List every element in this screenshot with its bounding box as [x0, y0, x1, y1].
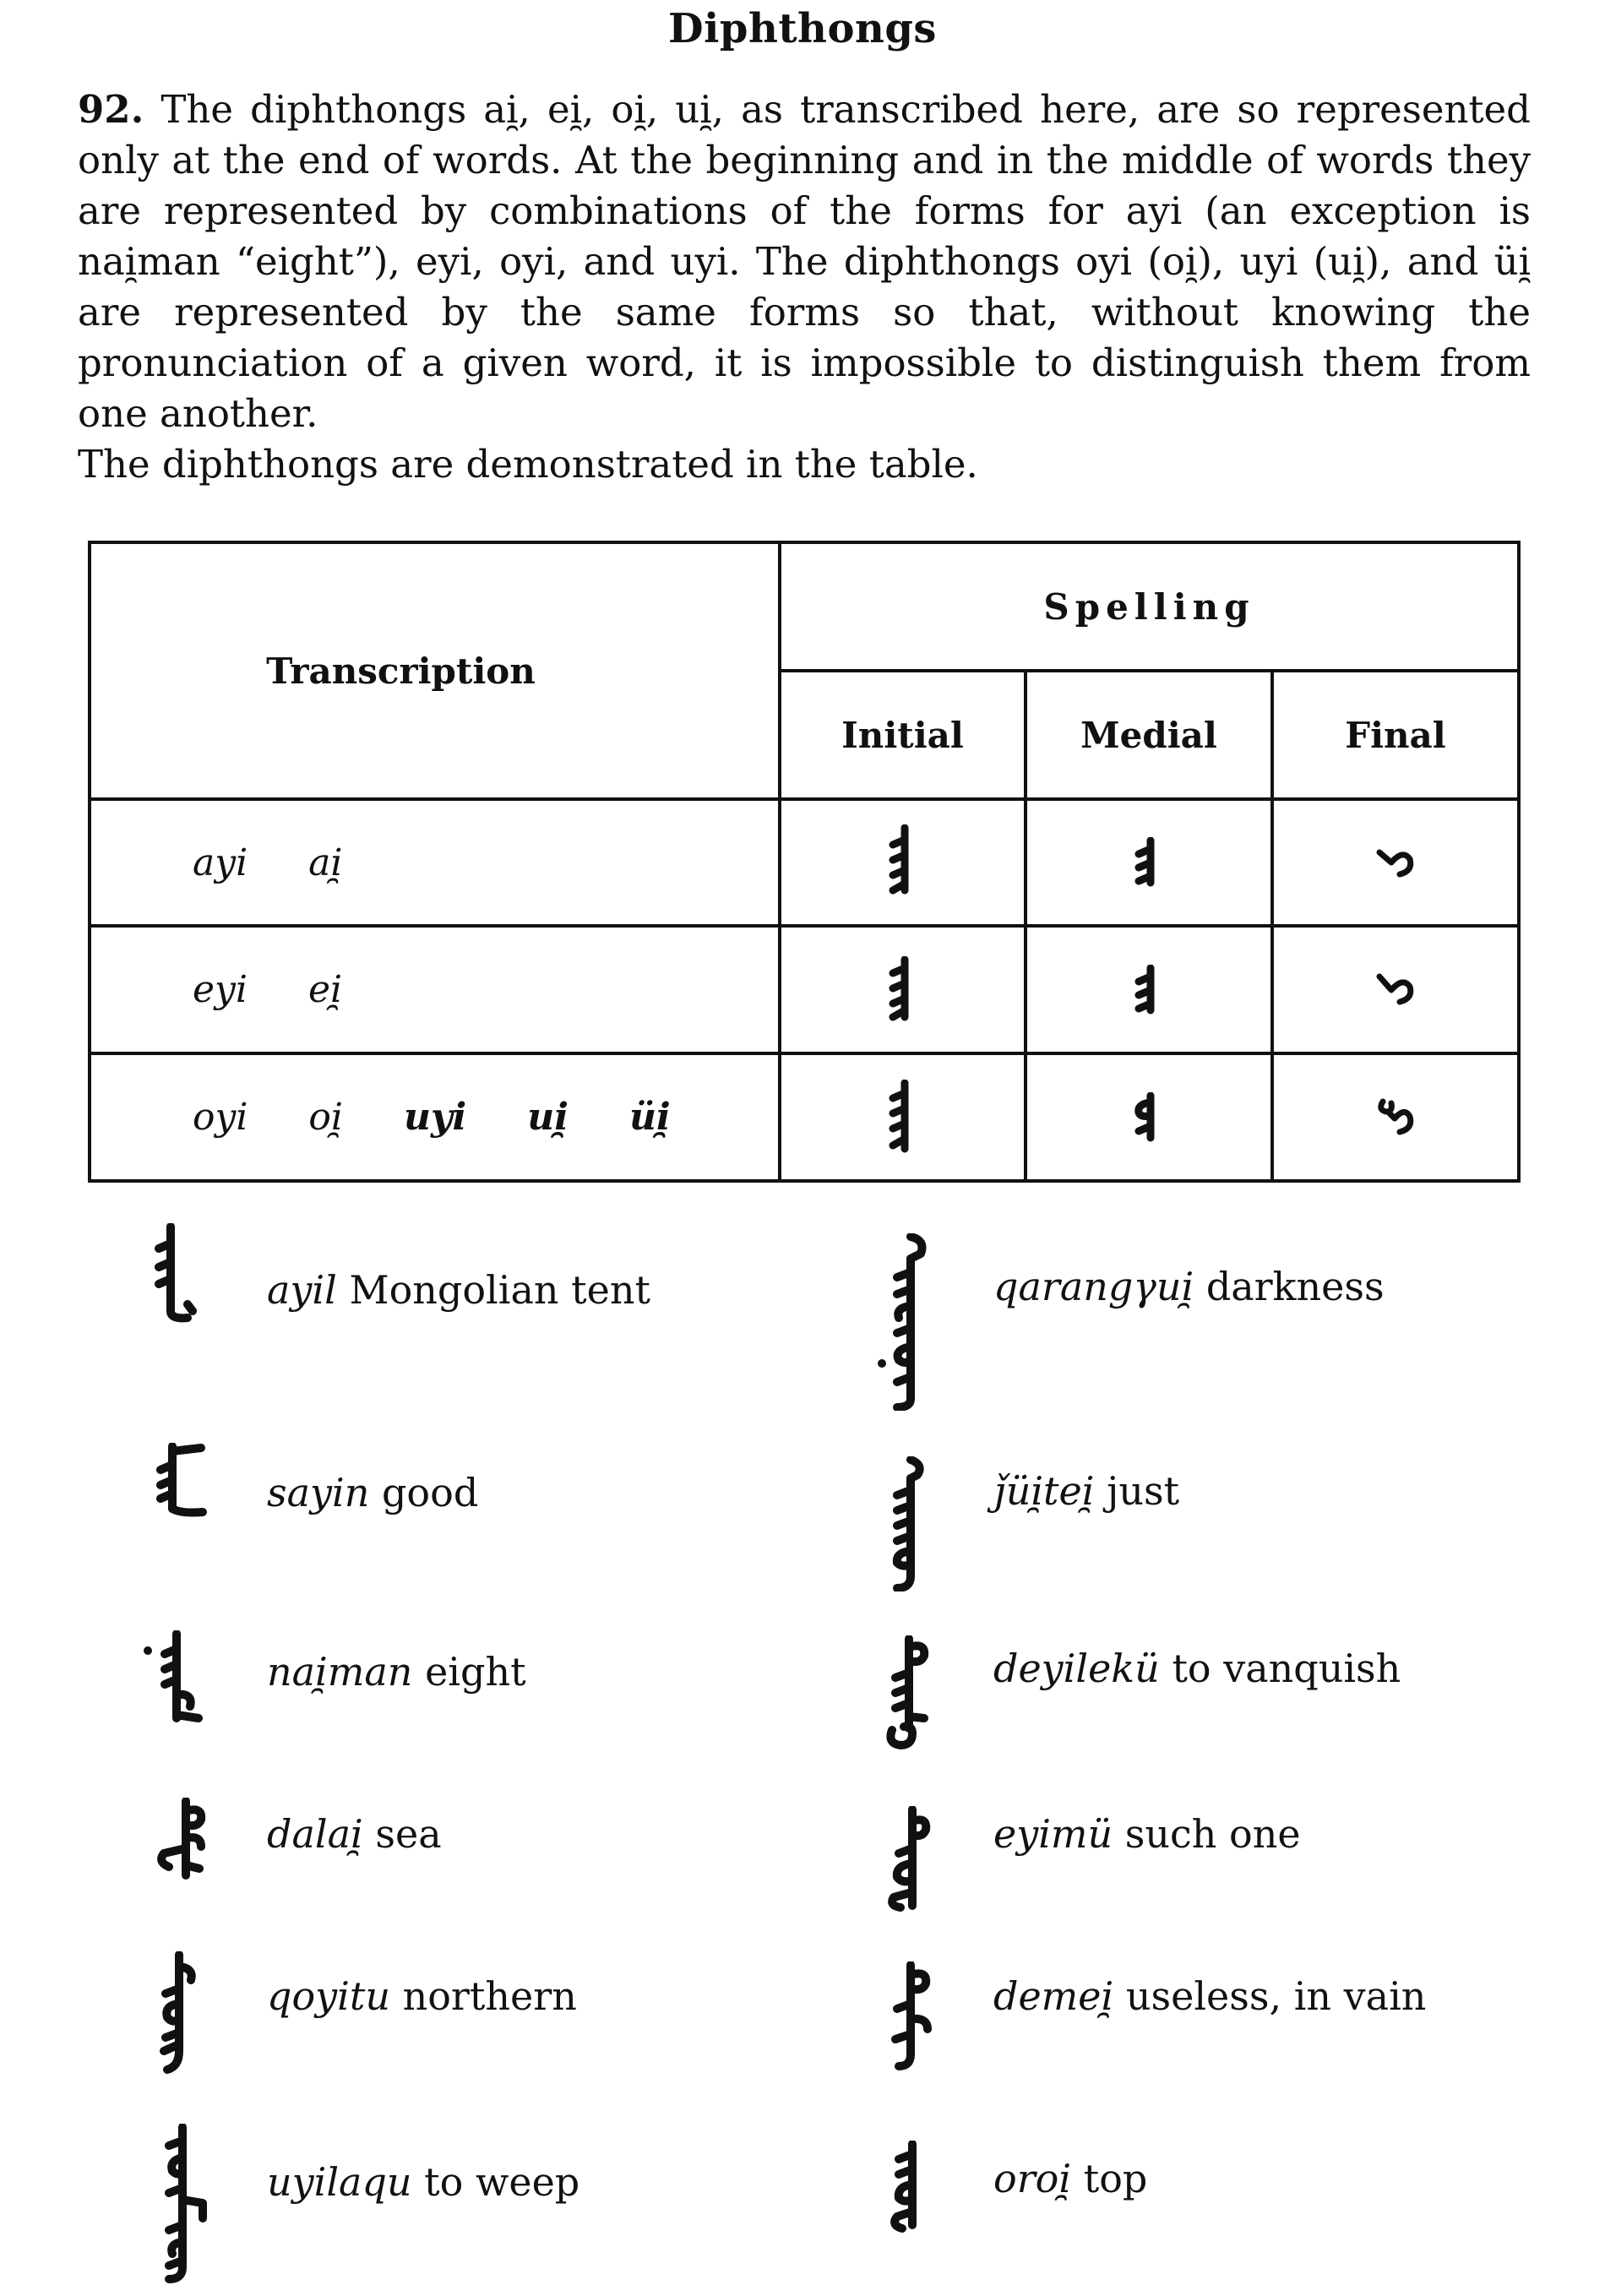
word-gloss: sea — [375, 1811, 442, 1857]
list-item — [267, 2159, 579, 2205]
transcription-form: üi̯ — [628, 1096, 671, 1139]
mongolian-word-uyilaqu-glyph — [149, 2124, 216, 2288]
paragraph-text: The diphthongs ai̯, ei̯, oi̯, ui̯, as transcribed here, are so represented only at the end of words. At the beginning and in the middle of words they are represented by combinations of the forms for ayi (an exception is nai̯man “eight”), eyi, oyi, and uyi. The diphthongs oyi (oi̯), uyi (ui̯), and üi̯ are represented by the same forms so that, without knowing the pronunciation of a given word, it is impossible to distinguish them from one another. — [78, 87, 1531, 436]
list-item — [267, 1811, 442, 1857]
word-gloss: top — [1083, 2156, 1148, 2201]
transcription-form: oi̯ — [308, 1096, 343, 1139]
mongolian-final-ei-glyph — [1274, 928, 1517, 1052]
word-term: qoyitu — [267, 1973, 390, 2019]
word-term: qarangγui̯ — [993, 1264, 1194, 1309]
transcription-form: ayi — [193, 841, 248, 884]
mongolian-word-naiman-glyph — [139, 1630, 224, 1735]
list-item — [993, 1468, 1179, 1514]
diphthong-table — [88, 541, 1521, 1183]
transcription-form: uyi — [403, 1096, 467, 1139]
mongolian-word-demei-glyph — [880, 1961, 948, 2075]
word-gloss: eight — [425, 1649, 526, 1695]
mongolian-word-qarangyui-glyph — [873, 1233, 941, 1414]
header-spelling: Spelling — [1043, 585, 1255, 628]
word-term: uyilaqu — [267, 2159, 412, 2205]
list-item — [993, 1646, 1401, 1691]
word-gloss: to vanquish — [1172, 1646, 1401, 1691]
mongolian-medial-eyi-glyph — [1027, 928, 1270, 1052]
header-medial: Medial — [1080, 714, 1217, 756]
mongolian-word-ayil-glyph — [150, 1223, 201, 1328]
word-term: eyimü — [993, 1811, 1113, 1857]
word-gloss: Mongolian tent — [349, 1267, 650, 1313]
transcription-form: ui̯ — [527, 1096, 569, 1139]
mongolian-final-oi-glyph — [1274, 1055, 1517, 1179]
mongolian-initial-eyi-glyph — [781, 928, 1024, 1052]
word-gloss: good — [381, 1470, 479, 1515]
page-title: Diphthongs — [668, 5, 937, 52]
table-row — [193, 801, 775, 924]
word-term: oroi̯ — [993, 2156, 1072, 2201]
list-item — [993, 1973, 1426, 2019]
word-gloss: useless, in vain — [1125, 1973, 1427, 2019]
word-term: dalai̯ — [267, 1811, 363, 1857]
word-gloss: such one — [1124, 1811, 1301, 1857]
word-term: ayil — [267, 1267, 337, 1313]
mongolian-final-ai-glyph — [1274, 801, 1517, 924]
header-final: Final — [1345, 714, 1446, 756]
word-term: demei̯ — [993, 1973, 1114, 2019]
word-term: deyilekü — [993, 1646, 1160, 1691]
transcription-form: ai̯ — [308, 841, 343, 884]
word-term: ǰüi̯tei̯ — [993, 1468, 1095, 1514]
list-item — [267, 1649, 526, 1695]
paragraph-last-line: The diphthongs are demonstrated in the table. — [78, 442, 978, 487]
word-gloss: just — [1107, 1468, 1180, 1514]
word-gloss: darkness — [1205, 1264, 1385, 1309]
mongolian-word-oroi-glyph — [879, 2141, 946, 2237]
body-paragraph — [78, 84, 1531, 490]
header-initial: Initial — [841, 714, 964, 756]
paragraph-number: 92. — [78, 87, 144, 132]
mongolian-medial-oyi-glyph — [1027, 1055, 1270, 1179]
word-term: sayin — [267, 1470, 370, 1515]
list-item — [993, 1811, 1301, 1857]
mongolian-word-juitei-glyph — [873, 1456, 941, 1595]
table-row — [193, 928, 775, 1052]
mongolian-word-deyilekü-glyph — [879, 1635, 946, 1757]
mongolian-word-eyimü-glyph — [879, 1806, 946, 1919]
transcription-form: ei̯ — [307, 968, 343, 1011]
list-item — [993, 1264, 1385, 1309]
word-gloss: to weep — [424, 2159, 580, 2205]
mongolian-initial-ayi-glyph — [781, 801, 1024, 924]
list-item — [993, 2156, 1147, 2201]
mongolian-word-qoyitu-glyph — [142, 1951, 209, 2081]
transcription-form: eyi — [193, 968, 248, 1011]
mongolian-medial-ayi-glyph — [1027, 801, 1270, 924]
list-item — [267, 1470, 478, 1515]
header-transcription: Transcription — [266, 650, 536, 692]
mongolian-word-sayin-glyph — [150, 1443, 218, 1522]
list-item — [267, 1267, 650, 1313]
word-gloss: northern — [402, 1973, 577, 2019]
word-term: nai̯man — [267, 1649, 413, 1695]
mongolian-initial-oyi-glyph — [781, 1055, 1024, 1179]
mongolian-word-dalai-glyph — [152, 1798, 220, 1885]
transcription-form: oyi — [193, 1096, 248, 1139]
table-row — [193, 1055, 775, 1179]
list-item — [267, 1973, 577, 2019]
